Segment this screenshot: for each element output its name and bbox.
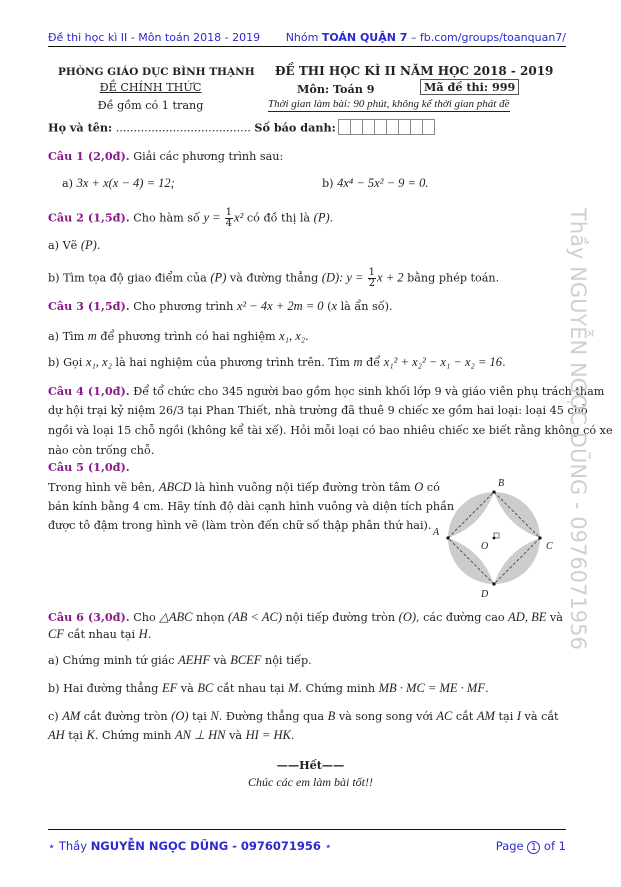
math: y = — [203, 210, 224, 225]
text: . — [502, 356, 506, 369]
text: ( — [323, 300, 332, 313]
fraction-d: 2 — [368, 278, 376, 289]
text-line — [48, 329, 309, 344]
page-suffix: of 1 — [540, 839, 566, 853]
text-line — [48, 238, 100, 253]
math: (P) — [313, 210, 330, 225]
math: x — [331, 299, 338, 313]
header-group-prefix: Nhóm — [285, 31, 322, 44]
question-label: Câu 2 (1,5đ). — [48, 210, 130, 225]
text: c) — [48, 710, 63, 723]
question-label: Câu 3 (1,5đ). — [48, 299, 130, 313]
text: và cắt — [521, 710, 559, 723]
text: là hình vuông nội tiếp đường tròn tâm — [191, 481, 415, 494]
math: △ABC — [159, 610, 193, 624]
text: cắt nhau tại — [63, 628, 139, 641]
subject: Môn: Toán 9 — [297, 82, 375, 96]
text: Để tổ chức cho 345 người bao gồm học sinh khối lớp 9 và giáo viên phụ trách tham — [129, 385, 605, 398]
text-line — [48, 444, 154, 457]
math: m — [353, 355, 363, 369]
text: Cho — [129, 611, 160, 624]
official-label: ĐỀ CHÍNH THỨC — [99, 81, 202, 94]
text-line — [48, 709, 559, 724]
math: x₁, x₂ — [85, 355, 112, 369]
fraction — [368, 268, 376, 289]
math: N — [210, 709, 219, 723]
text: . Đường thẳng qua — [218, 710, 328, 723]
math: BCEF — [230, 653, 262, 667]
page-indicator — [496, 839, 566, 854]
math: 4x⁴ − 5x² − 9 = 0. — [337, 176, 429, 190]
exam-title: ĐỀ THI HỌC KÌ II NĂM HỌC 2018 - 2019 — [275, 64, 554, 78]
text: Cho hàm số — [129, 211, 204, 225]
math: CF — [48, 627, 64, 641]
id-label: Số báo danh: — [254, 120, 336, 135]
question-heading — [48, 299, 393, 314]
text: tại — [188, 710, 211, 723]
math: O — [414, 480, 424, 494]
page-count: Đề gồm có 1 trang — [97, 99, 204, 112]
text: và — [210, 654, 231, 667]
math: x + 2 — [377, 270, 404, 285]
text: nội tiếp đường tròn — [282, 611, 399, 624]
text: . — [484, 682, 489, 695]
text-line — [62, 176, 175, 191]
text: ngồi và loại 15 chỗ ngồi (không kể tài xế). Hỏi mỗi loại có bao nhiêu chiếc xe biết rằng không có xe — [48, 424, 613, 437]
math: I — [516, 709, 521, 723]
math: AD, BE — [508, 610, 547, 624]
text: b) Tìm tọa độ giao điểm của — [48, 271, 211, 285]
text-line — [48, 519, 431, 532]
math: ABCD — [158, 480, 192, 494]
math: H — [138, 627, 148, 641]
page-number: 1 — [527, 841, 540, 854]
text: và — [546, 611, 563, 624]
text-line — [48, 500, 454, 513]
text: . — [96, 239, 101, 252]
math: (O) — [171, 709, 189, 723]
text: . — [305, 330, 309, 343]
math: MB · MC = ME · MF — [378, 681, 485, 695]
text: bán kính bằng 4 cm. Hãy tính độ dài cạnh hình vuông và diện tích phần — [48, 500, 455, 513]
text: b) — [322, 177, 338, 190]
header-right — [286, 31, 566, 44]
text: , các đường cao — [416, 611, 509, 624]
exam-code: Mã đề thi: 999 — [420, 79, 519, 95]
text: dự hội trại kỷ niệm 26/3 tại Phan Thiết, nhà trường đã thuê 9 chiếc xe gồm hai loại: loại 45 chỗ — [48, 404, 588, 417]
footer-author — [48, 839, 332, 853]
math: B — [327, 709, 336, 723]
math: K — [86, 728, 95, 742]
text-line — [48, 355, 506, 370]
question-heading — [48, 460, 130, 474]
text-line — [48, 480, 440, 495]
text: a) — [62, 177, 77, 190]
header-left: Đề thi học kì II - Môn toán 2018 - 2019 — [48, 31, 261, 44]
text: b) Hai đường thẳng — [48, 682, 162, 695]
text: a) Tìm — [48, 330, 88, 343]
text: . — [329, 211, 334, 225]
math: AN ⊥ HN — [175, 728, 226, 742]
text-line — [48, 627, 151, 642]
watermark: Thầy NGUYỄN NGỌC DŨNG - 0976071956 — [566, 208, 590, 650]
question-label: Câu 5 (1,0đ). — [48, 460, 130, 474]
text: và — [177, 682, 198, 695]
fraction — [225, 208, 233, 229]
text: nhọn — [192, 611, 228, 624]
header-group-name: TOÁN QUẬN 7 — [321, 31, 408, 44]
math: x² — [234, 210, 244, 225]
question-label: Câu 6 (3,0đ). — [48, 610, 130, 624]
end-mark: ——Hết—— — [276, 758, 345, 772]
text: Giải các phương trình sau: — [129, 150, 284, 163]
question-heading — [48, 384, 604, 398]
math: (O) — [398, 610, 417, 624]
math: (P) — [80, 238, 97, 252]
text: có đồ thị là — [243, 211, 314, 225]
circle-square-figure — [428, 478, 568, 598]
department: PHÒNG GIÁO DỤC BÌNH THẠNH — [58, 66, 255, 78]
text-line — [48, 424, 613, 437]
text: và đường thẳng — [226, 271, 322, 285]
page-prefix: Page — [495, 839, 528, 853]
text-line — [322, 176, 428, 191]
text: b) Gọi — [48, 356, 86, 369]
math: x₁, x₂ — [279, 329, 306, 343]
text: là hai nghiệm của phương trình trên. Tìm — [111, 356, 354, 369]
text: để — [362, 356, 384, 369]
math: AM — [62, 709, 81, 723]
math: M — [288, 681, 299, 695]
text-line — [48, 404, 588, 417]
fraction-n: 1 — [368, 267, 376, 278]
question-heading — [48, 149, 283, 163]
math: x² − 4x + 2m = 0 — [236, 299, 324, 313]
time-note: Thời gian làm bài: 90 phút, không kể thời gian phát đề — [268, 98, 510, 110]
text: nội tiếp. — [261, 654, 312, 667]
math: AM — [476, 709, 495, 723]
fraction-n: 1 — [225, 207, 233, 218]
math: HI = HK — [245, 728, 291, 742]
name-label: Họ và tên: — [48, 120, 113, 135]
math: 3x + x(x − 4) = 12; — [76, 176, 175, 190]
text-line — [48, 681, 489, 696]
text: . Chứng minh — [94, 729, 176, 742]
text: và — [225, 729, 246, 742]
footer-rule — [48, 829, 566, 830]
text: . — [290, 729, 295, 742]
label-a: A — [433, 527, 440, 538]
footer-name: NGUYỄN NGỌC DŨNG - 0976071956 — [90, 839, 321, 853]
math: (AB < AC) — [227, 610, 282, 624]
id-boxes[interactable] — [339, 119, 435, 138]
label-c: C — [546, 541, 553, 552]
text: có — [423, 481, 440, 494]
question-heading — [48, 208, 333, 229]
text: Trong hình vẽ bên, — [48, 481, 159, 494]
text: tại — [64, 729, 87, 742]
math: AH — [48, 728, 65, 742]
label-d: D — [481, 589, 489, 598]
footer-prefix: ⋆ Thầy — [48, 839, 91, 853]
math: EF — [161, 681, 178, 695]
text: và song song với — [335, 710, 437, 723]
text: được tô đậm trong hình vẽ (làm tròn đến chữ số thập phân thứ hai). — [48, 519, 432, 532]
text: cắt — [452, 710, 477, 723]
text: nào còn trống chỗ. — [48, 444, 155, 457]
label-b: B — [498, 478, 505, 489]
math: m — [87, 329, 97, 343]
fraction-d: 4 — [225, 218, 233, 229]
text: a) Chứng minh tứ giác — [48, 654, 179, 667]
text-line — [48, 268, 499, 289]
math: AC — [436, 709, 453, 723]
math: AEHF — [178, 653, 211, 667]
question-label: Câu 4 (1,0đ). — [48, 384, 130, 398]
footer-suffix: ⋆ — [320, 839, 332, 853]
text: để phương trình có hai nghiệm — [96, 330, 280, 343]
math: BC — [197, 681, 214, 695]
text: Cho phương trình — [129, 300, 237, 313]
text: bằng phép toán. — [403, 271, 500, 285]
text: . — [147, 628, 152, 641]
text: tại — [494, 710, 517, 723]
name-field[interactable]: ...................................... — [115, 121, 251, 135]
wish-text: Chúc các em làm bài tốt!! — [248, 775, 373, 789]
question-heading — [48, 609, 563, 625]
math: x₁² + x₂² − x₁ − x₂ = 16 — [383, 355, 503, 369]
math: (D): y = — [321, 270, 367, 285]
text: a) Vẽ — [48, 239, 81, 252]
question-label: Câu 1 (2,0đ). — [48, 149, 130, 163]
header-rule — [48, 46, 566, 47]
text-line — [48, 653, 312, 668]
text-line — [48, 727, 294, 743]
student-info — [48, 119, 435, 138]
text: là ẩn số). — [337, 300, 393, 313]
label-o: O — [481, 541, 489, 552]
header-group-link[interactable]: – fb.com/groups/toanquan7/ — [407, 31, 566, 44]
math: (P) — [210, 270, 227, 285]
text: cắt nhau tại — [213, 682, 289, 695]
text: cắt đường tròn — [80, 710, 172, 723]
text: . Chứng minh — [298, 682, 379, 695]
